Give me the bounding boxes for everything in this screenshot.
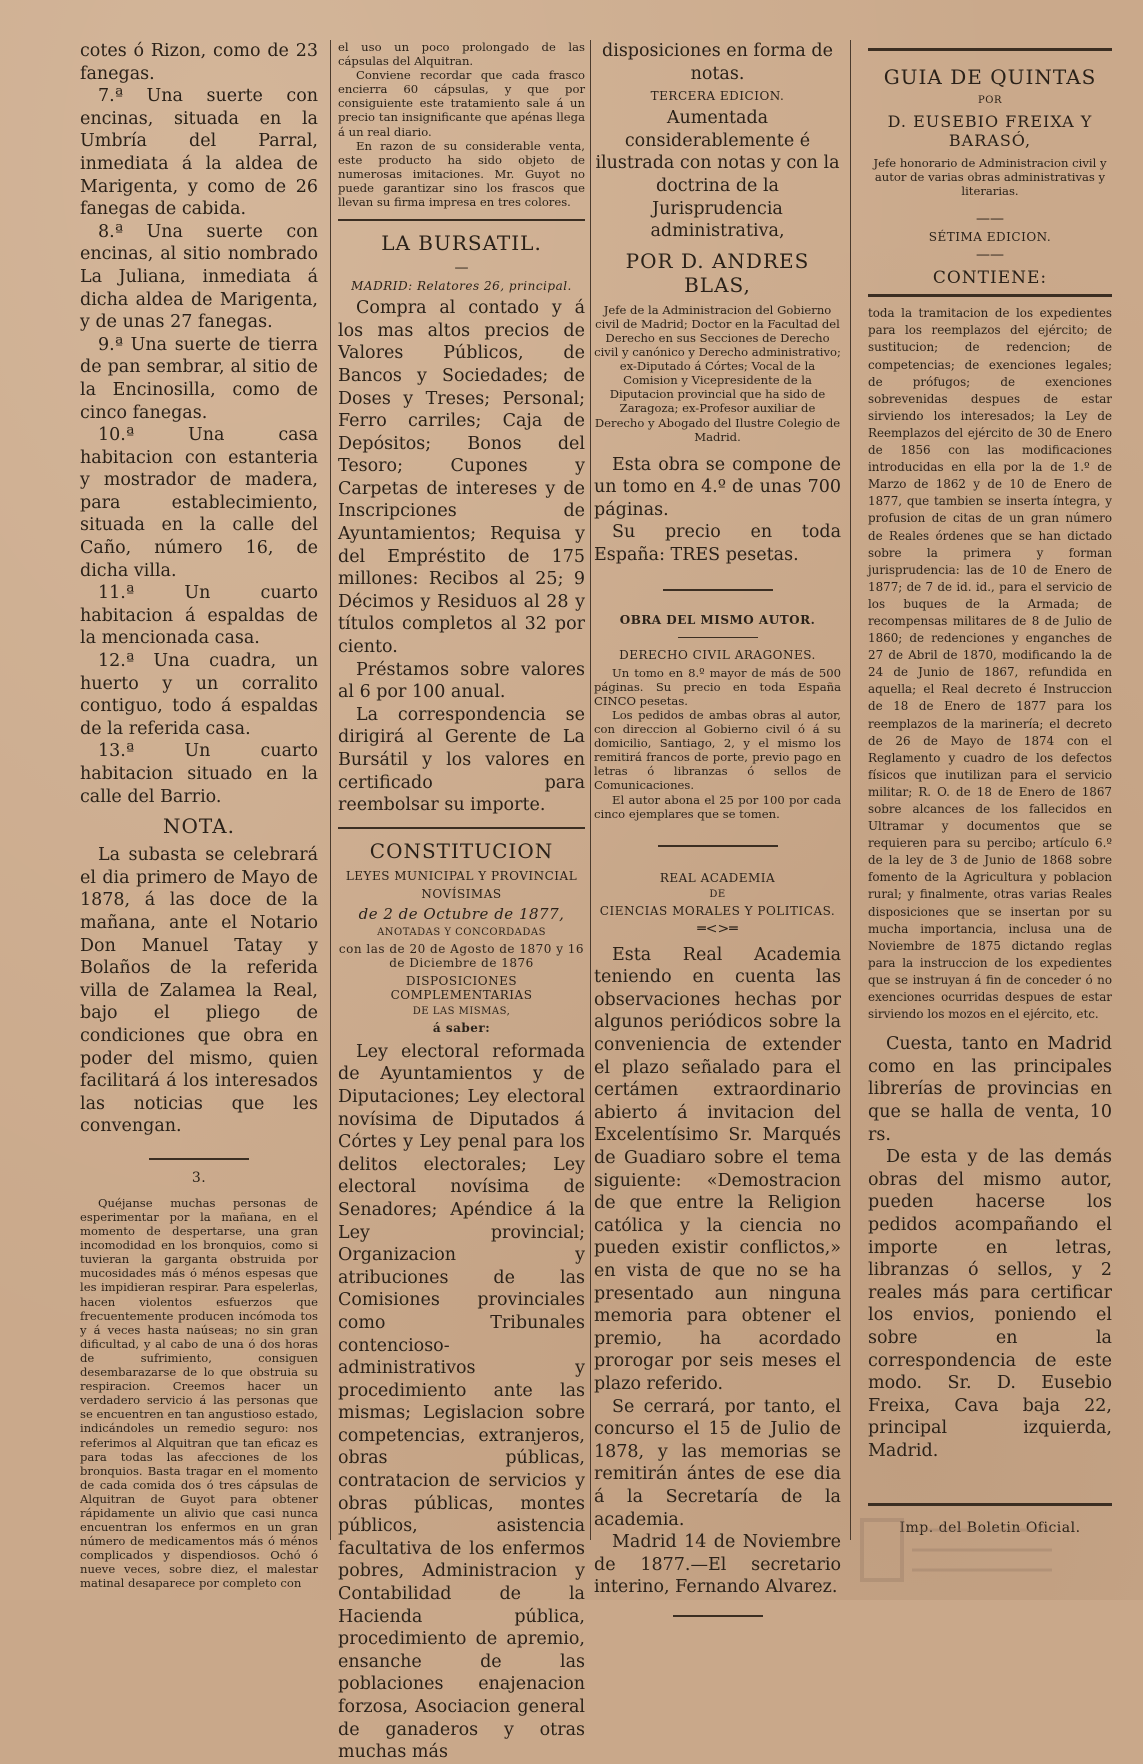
column-2	[338, 40, 585, 1763]
freixa-name: D. EUSEBIO FREIXA Y BARASÓ,	[887, 112, 1093, 150]
leyes-subheading: LEYES MUNICIPAL Y PROVINCIAL	[345, 868, 578, 883]
printer-imprint: Imp. del Boletin Oficial.	[899, 1519, 1081, 1536]
contiene-heading: CONTIENE:	[932, 268, 1048, 289]
guia-quintas-heading: GUIA DE QUINTAS	[883, 65, 1097, 89]
author-credentials: Jefe de la Administracion del Gobierno civil de Madrid; Doctor en la Facultad del Derecho en sus Secciones de Derecho civil y canónico y Derecho administrativo; ex-Diputado á Córtes; Vocal de la Comision y Vicepresidente de la Diputacion provincial que ha sido de Zaragoza; ex-Profesor auxiliar de Derecho y Abogado del Ilustre Colegio de Madrid.	[594, 302, 841, 444]
de-label: DE	[709, 888, 726, 900]
bursatil-text: Compra al contado y á los mas altos precios de Valores Públicos, de Bancos y Sociedades; de Doses y Treses; Personal; Ferro carriles; Caja de Depósitos; Bonos del Tesoro; Cupones y Carpetas de intereses y de Inscripciones de Ayuntamientos; Requisa y del Empréstito de 175 millones: Recibos al 25; 9 Décimos y Residuos al 28 y títulos completos al 32 por ciento.	[338, 298, 585, 658]
nota-heading: NOTA.	[163, 814, 235, 839]
divider	[678, 637, 758, 638]
rule	[868, 294, 1112, 297]
guia-price: Cuesta, tanto en Madrid como en las principales librerías de provincias en que se halla de venta, 10 rs.	[868, 1034, 1112, 1145]
top-rule	[868, 48, 1112, 51]
dash-ornament: ——	[976, 247, 1004, 264]
alquitran-price-note: Conviene recordar que cada frasco encierra 60 cápsulas, y que por consiguiente este tratamiento sale á un precio tan insignificante que apénas llega á un real diario.	[338, 68, 585, 139]
column-3	[594, 40, 841, 1598]
auction-item-12: 12.ª Una cuadra, un huerto y un corralito contiguo, todo á espaldas de la referida casa.	[80, 651, 318, 739]
derecho-discount: El autor abona el 25 por 100 por cada cinco ejemplares que se tomen.	[594, 792, 841, 821]
guia-contents: toda la tramitacion de los expedientes para los reemplazos del ejército; de sustitucion; de redencion; de competencias; de exenciones legales; de prófugos; de exenciones sobrevenidas despues de estar sirviendo los interesados; la Ley de Reemplazos del ejército de 30 de Enero de 1856 con las modificaciones introducidas en ella por la de 1.º de Marzo de 1862 y de 10 de Enero de 1877, que tambien se inserta íntegra, y profusion de citas de un gran número de Reales órdenes que se han dictado sobre la primera y forman jurisprudencia: las de 10 de Enero de 1877; de 7 de id. id., para el servicio de los buques de la Armada; de recompensas militares de 8 de Julio de 1860; de redenciones y enganches de 27 de Abril de 1870, modificando la de 24 de Junio de 1867, refundida en aquella; el Real decreto é Instruccion de 18 de Enero de 1877 para los reemplazos de la marinería; el decreto de 26 de Mayo de 1874 con el Reglamento y cuadro de los defectos físicos que inutilizan para el servicio militar; R. O. de 18 de Enero de 1867 sobre alcances de los fallecidos en Ultramar y documentos que se requieren para su percibo; artículo 6.º de la ley de 3 de Junio de 1868 sobre fomento de la Agricultura y poblacion rural; y finalmente, otras varias Reales disposiciones que se insertan por su mucha importancia, inclusa una de Noviembre de 1875 dictando reglas para la instruccion de los expedientes que se instruyan á fin de conceder ó no exenciones ocurridas despues de estar sirviendo los mozos en el ejército, etc.	[868, 306, 1112, 1022]
bursatil-loans: Préstamos sobre valores al 6 por 100 anual.	[338, 659, 585, 703]
ornament: ═<>═	[697, 920, 738, 937]
septima-edicion: SÉTIMA EDICION.	[928, 230, 1052, 245]
divider	[673, 1615, 763, 1617]
dash-ornament: ——	[976, 211, 1004, 228]
column-4	[868, 40, 1112, 1580]
ciencias-heading: CIENCIAS MORALES Y POLITICAS.	[599, 903, 836, 918]
real-academia-heading: REAL ACADEMIA	[659, 870, 776, 885]
divider	[663, 589, 773, 591]
divider	[338, 219, 585, 221]
column-rule	[590, 40, 591, 1540]
bursatil-address: MADRID: Relatores 26, principal.	[351, 279, 572, 294]
concordance-note: con las de 20 de Agosto de 1870 y 16 de Diciembre de 1876	[338, 941, 585, 970]
novisimas-label: NOVÍSIMAS	[421, 886, 502, 901]
alquitran-imitation-note: En razon de su considerable venta, este producto ha sido objeto de numerosas imitaciones. Mr. Guyot no puede garantizar sino los frascos que llevan su firma impresa en tres colores.	[338, 138, 585, 210]
author-name: POR D. ANDRES BLAS,	[625, 248, 810, 297]
same-author-heading: OBRA DEL MISMO AUTOR.	[619, 612, 816, 627]
column-rule	[330, 40, 331, 1540]
constitucion-heading: CONSTITUCION	[369, 838, 554, 863]
anotadas-label: ANOTADAS Y CONCORDADAS	[377, 926, 546, 938]
auction-item-9: 9.ª Una suerte de tierra de pan sembrar, al sitio de la Encinosilla, como de cinco fanegas.	[80, 334, 318, 423]
disposiciones-notas: disposiciones en forma de notas.	[602, 41, 833, 84]
section-number: 3.	[191, 1169, 207, 1186]
a-saber: á saber:	[432, 1020, 491, 1035]
dash-ornament: —	[454, 260, 469, 277]
divider	[149, 1158, 249, 1160]
auction-item-8: 8.ª Una suerte con encinas, al sitio nombrado La Juliana, inmediata á dicha aldea de Marigenta, y de unas 27 fanegas.	[80, 221, 318, 333]
bursatil-correspondence: La correspondencia se dirigirá al Gerente de La Bursátil y los valores en certificado para reembolsar su importe.	[338, 704, 585, 816]
disposiciones-heading: DISPOSICIONES COMPLEMENTARIAS	[390, 973, 533, 1002]
law-date: de 2 de Octubre de 1877,	[358, 904, 565, 923]
academia-deadline: Se cerrará, por tanto, el concurso el 15 de Julio de 1878, y las memorias se remitirán ántes de ese dia á la Secretaría de la academia.	[594, 1396, 841, 1530]
leyes-list: Ley electoral reformada de Ayuntamientos y de Diputaciones; Ley electoral novísima de Diputados á Córtes y Ley penal para los delitos electorales; Ley electoral novísima de Senadores; Apéndice á la Ley provincial; Organizacion y atribuciones de las Comisiones provinciales como Tribunales contencioso-administrativos y procedimiento ante las mismas; Legislacion sobre competencias, extranjeros, obras públicas, contratacion de servicios y obras públicas, montes públicos, asistencia facultativa de los enfermos pobres, Administracion y Contabilidad de la Hacienda pública, procedimiento de apremio, ensanche de las poblaciones enajenacion forzosa, Asociacion general de ganaderos y otras muchas más	[338, 1041, 585, 1763]
edicion-label: TERCERA EDICION.	[650, 89, 785, 104]
nota-text: La subasta se celebrará el dia primero de Mayo de 1878, á las doce de la mañana, ante el Notario Don Manuel Tatay y Bolaños de la referida villa de Zalamea la Real, bajo el pliego de condiciones que obra en poder del mismo, quien facilitará á los interesados las noticias que les convengan.	[80, 845, 318, 1137]
divider	[658, 845, 778, 847]
library-watermark-logo	[862, 1510, 1062, 1590]
book-price: Su precio en toda España: TRES pesetas.	[594, 522, 841, 566]
freixa-credentials: Jefe honorario de Administracion civil y autor de varias obras administrativas y literarias.	[873, 156, 1107, 199]
academia-text: Esta Real Academia teniendo en cuenta las observaciones hechas por algunos periódicos sobre la conveniencia de extender el plazo señalado para el certámen extraordinario abierto á invitacion del Excelentísimo Sr. Marqués de Guadiaro sobre el tema siguiente: «Demostracion de que entre la Religion católica y la ciencia no pueden existir conflictos,» en vista de que no se ha presentado aun ninguna memoria para obtener el premio, ha acordado prorogar por seis meses el plazo referido.	[594, 944, 841, 1394]
divider	[338, 827, 585, 829]
de-las-mismas: DE LAS MISMAS,	[412, 1005, 511, 1017]
auction-item-10: 10.ª Una casa habitacion con estanteria y mostrador de madera, para establecimiento, situada en la calle del Caño, número 16, de dicha villa.	[80, 425, 318, 581]
column-rule	[850, 40, 851, 1540]
auction-item-7: 7.ª Una suerte con encinas, situada en la Umbría del Parral, inmediata á la aldea de Marigenta, y como de 26 fanegas de cabida.	[80, 86, 318, 220]
guia-orders: De esta y de las demás obras del mismo autor, pueden hacerse los pedidos acompañando el importe en letras, libranzas ó sellos, y 2 reales más para certificar los envios, poniendo el sobre en la correspondencia de este modo. Sr. D. Eusebio Freixa, Cava baja 22, principal izquierda, Madrid.	[868, 1147, 1112, 1461]
derecho-volume: Un tomo en 8.º mayor de más de 500 páginas. Su precio en toda España CINCO pesetas.	[594, 665, 841, 708]
derecho-civil-title: DERECHO CIVIL ARAGONES.	[619, 647, 816, 662]
alquitran-ad: Quéjanse muchas personas de esperimentar por la mañana, en el momento de despertarse, una gran incomodidad en los bronquios, como si tuvieran la garganta obstruida por mucosidades más ó ménos espesas que les impidieran respirar. Para espelerlas, hacen violentos esfuerzos que frecuentemente producen incómoda tos y á veces hasta naúseas; no sin gran dificultad, y al cabo de una ó dos horas de sufrimiento, consiguen desembarazarse de lo que obstruia su respiracion. Creemos hacer un verdadero servicio á las personas que se encuentren en tan angustioso estado, indicándoles un remedio seguro: nos referimos al Alquitran que tan eficaz es para todas las afecciones de los bronquios. Basta tragar en el momento de cada comida dos ó tres cápsulas de Alquitran de Guyot para obtener rápidamente un alivio que casi nunca encuentran los enfermos en un gran número de medicamentos más ó ménos complicados y dispendiosos. Ochó ó nueve veces, sobre diez, el malestar matinal desaparece por completo con	[80, 1195, 318, 1591]
academia-signature: Madrid 14 de Noviembre de 1877.—El secretario interino, Fernando Alvarez.	[594, 1532, 841, 1598]
bursatil-heading: LA BURSATIL.	[381, 231, 542, 256]
aumentada-text: Aumentada considerablemente é ilustrada con notas y con la doctrina de la Jurisprudencia administrativa,	[595, 108, 840, 242]
bottom-rule	[868, 1503, 1112, 1506]
derecho-orders: Los pedidos de ambas obras al autor, con direccion al Gobierno civil ó á su domicilio, Santiago, 2, y el mismo los remitirá francos de porte, previo pago en letras ó libranzas ó sellos de Comunicaciones.	[594, 707, 841, 793]
auction-item-11: 11.ª Un cuarto habitacion á espaldas de la mencionada casa.	[80, 583, 318, 649]
auction-item-13: 13.ª Un cuarto habitacion situado en la calle del Barrio.	[80, 741, 318, 807]
book-volume-info: Esta obra se compone de un tomo en 4.º de unas 700 páginas.	[594, 454, 841, 520]
alquitran-ad-continued: el uso un poco prolongado de las cápsulas del Alquitran.	[338, 40, 585, 69]
por-label: POR	[978, 95, 1002, 106]
auction-item-6-tail: cotes ó Rizon, como de 23 fanegas.	[80, 41, 318, 84]
column-1	[80, 40, 318, 1591]
